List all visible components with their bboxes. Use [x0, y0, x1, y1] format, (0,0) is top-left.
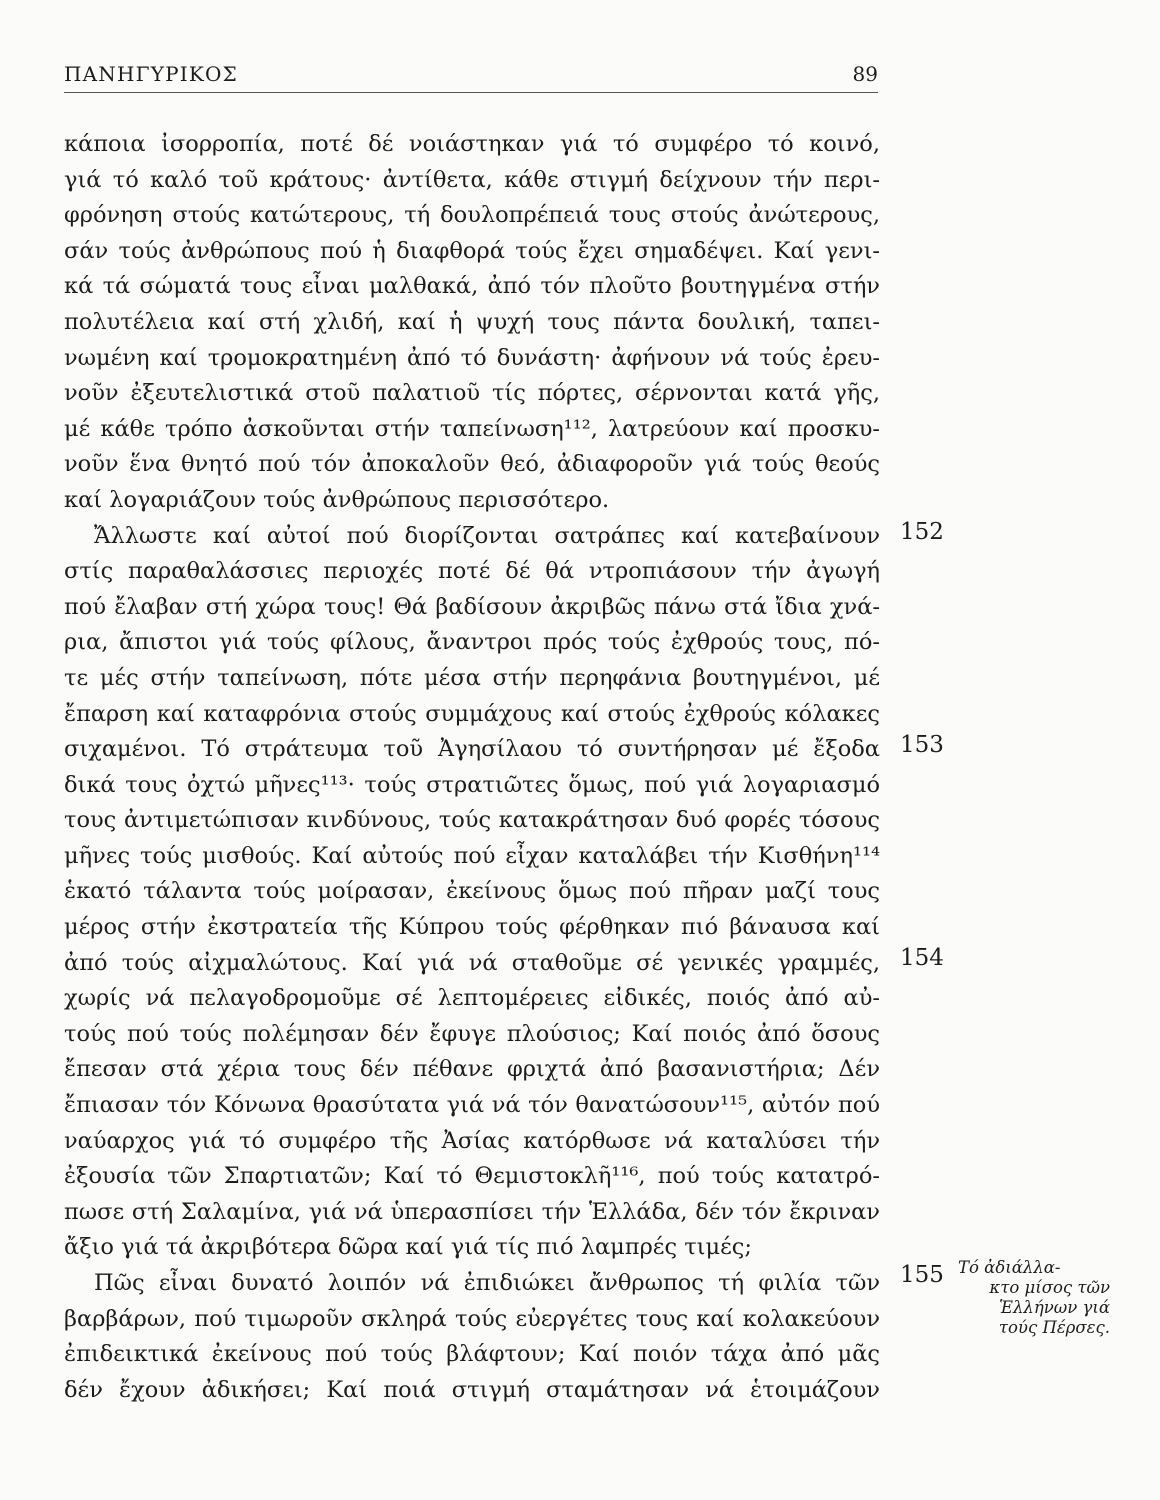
text-line: πολυτέλεια καί στή χλιδή, καί ἡ ψυχή τους πάντα δουλική, ταπει- — [64, 308, 880, 335]
margin-note-line: κτο μίσος τῶν — [989, 1278, 1110, 1297]
text-line: σιχαμένοι. Τό στράτευμα τοῦ Ἀγησίλαου τό συντήρησαν μέ ἔξοδα — [64, 736, 880, 763]
section-number: 155 — [900, 1262, 944, 1288]
text-line: τους ἀντιμετώπισαν κινδύνους, τούς κατακράτησαν δυό φορές τόσους — [64, 807, 880, 834]
text-line: πού ἔλαβαν στή χώρα τους! Θά βαδίσουν ἀκριβῶς πάνω στά ἴδια χνά- — [64, 593, 880, 620]
text-line: ἀπό τούς αἰχμαλώτους. Καί γιά νά σταθοῦμε σέ γενικές γραμμές, — [64, 949, 880, 976]
margin-note — [958, 1258, 1118, 1338]
text-line: γιά τό καλό τοῦ κράτους· ἀντίθετα, κάθε στιγμή δείχνουν τήν περι- — [64, 166, 880, 193]
text-line: δικά τους ὀχτώ μῆνες¹¹³· τούς στρατιῶτες ὅμως, πού γιά λογαριασμό — [64, 771, 880, 798]
text-line: χωρίς νά πελαγοδρομοῦμε σέ λεπτομέρειες εἰδικές, ποιός ἀπό αὐ- — [64, 985, 880, 1012]
text-line: ἑκατό τάλαντα τούς μοίρασαν, ἐκείνους ὅμως πού πῆραν μαζί τους — [64, 878, 880, 905]
text-line: πωσε στή Σαλαμίνα, γιά νά ὑπερασπίσει τήν Ἑλλάδα, δέν τόν ἔκριναν — [64, 1198, 880, 1225]
text-line: νοῦν ἕνα θνητό πού τόν ἀποκαλοῦν θεό, ἀδιαφοροῦν γιά τούς θεούς — [64, 451, 880, 478]
text-line: κάποια ἰσορροπία, ποτέ δέ νοιάστηκαν γιά τό συμφέρο τό κοινό, — [64, 131, 880, 157]
text-line: τούς πού τούς πολέμησαν δέν ἔφυγε πλούσιος; Καί ποιός ἀπό ὅσους — [64, 1020, 880, 1047]
body-text — [64, 127, 880, 1408]
text-line: σάν τούς ἀνθρώπους πού ἡ διαφθορά τούς ἔχει σημαδέψει. Καί γενι- — [64, 237, 880, 264]
text-line: στίς παραθαλάσσιες περιοχές ποτέ δέ θά ντροπιάσουν τήν ἀγωγή — [64, 558, 880, 585]
section-number: 153 — [900, 732, 944, 758]
text-line: νωμένη καί τρομοκρατημένη ἀπό τό δυνάστη· ἀφήνουν νά τούς ἐρευ- — [64, 344, 880, 371]
text-line: κά τά σώματά τους εἶναι μαλθακά, ἀπό τόν πλοῦτο βουτηγμένα στήν — [64, 273, 880, 300]
text-line: ἔπαρση καί καταφρόνια στούς συμμάχους καί στούς ἐχθρούς κόλακες — [64, 700, 880, 727]
margin-note-line: Τό ἀδιάλλα- — [958, 1258, 1061, 1277]
section-number: 152 — [900, 519, 944, 545]
text-line: ἔπεσαν στά χέρια τους δέν πέθανε φριχτά ἀπό βασανιστήρια; Δέν — [64, 1056, 880, 1083]
text-line: ἐπιδεικτικά ἐκείνους πού τούς βλάφτουν; Καί ποιόν τάχα ἀπό μᾶς — [64, 1341, 880, 1368]
text-line: καί λογαριάζουν τούς ἀνθρώπους περισσότερο. — [64, 486, 610, 513]
text-line: μέρος στήν ἐκστρατεία τῆς Κύπρου τούς φέρθηκαν πιό βάναυσα καί — [64, 914, 880, 941]
text-line: ἐξουσία τῶν Σπαρτιατῶν; Καί τό Θεμιστοκλῆ¹¹⁶, πού τούς κατατρό- — [64, 1163, 880, 1190]
running-header — [64, 62, 878, 93]
text-line: Ἄλλωστε καί αὐτοί πού διορίζονται σατράπες καί κατεβαίνουν — [94, 522, 880, 549]
text-line: νοῦν ἐξευτελιστικά στοῦ παλατιοῦ τίς πόρτες, σέρνονται κατά γῆς, — [64, 380, 880, 407]
section-number: 154 — [900, 945, 944, 971]
text-line: δέν ἔχουν ἀδικήσει; Καί ποιά στιγμή σταμάτησαν νά ἑτοιμάζουν — [64, 1376, 880, 1403]
text-line: ἔπιασαν τόν Κόνωνα θρασύτατα γιά νά τόν θανατώσουν¹¹⁵, αὐτόν πού — [64, 1092, 880, 1119]
text-line: Πῶς εἶναι δυνατό λοιπόν νά ἐπιδιώκει ἄνθρωπος τή φιλία τῶν — [94, 1270, 880, 1296]
text-line: μῆνες τούς μισθούς. Καί αὐτούς πού εἶχαν καταλάβει τήν Κισθήνη¹¹⁴ — [64, 842, 880, 869]
text-line: ἄξιο γιά τά ἀκριβότερα δῶρα καί γιά τίς πιό λαμπρές τιμές; — [64, 1234, 752, 1261]
text-line: ρια, ἄπιστοι γιά τούς φίλους, ἄναντροι πρός τούς ἐχθρούς τους, πό- — [64, 629, 880, 656]
text-line: βαρβάρων, πού τιμωροῦν σκληρά τούς εὐεργέτες τους καί κολακεύουν — [64, 1305, 880, 1332]
page-number: 89 — [852, 62, 878, 86]
running-title: ΠΑΝΗΓΥΡΙΚΟΣ — [64, 62, 238, 86]
margin-note-line: τούς Πέρσες. — [998, 1318, 1110, 1337]
text-line: τε μές στήν ταπείνωση, πότε μέσα στήν περηφάνια βουτηγμένοι, μέ — [64, 664, 880, 691]
text-line: μέ κάθε τρόπο ἀσκοῦνται στήν ταπείνωση¹¹², λατρεύουν καί προσκυ- — [64, 415, 880, 442]
margin-note-line: Ἑλλήνων γιά — [999, 1298, 1110, 1317]
text-line: φρόνηση στούς κατώτερους, τή δουλοπρέπειά τους στούς ἀνώτερους, — [64, 202, 880, 229]
text-line: ναύαρχος γιά τό συμφέρο τῆς Ἀσίας κατόρθωσε νά καταλύσει τήν — [64, 1127, 880, 1154]
